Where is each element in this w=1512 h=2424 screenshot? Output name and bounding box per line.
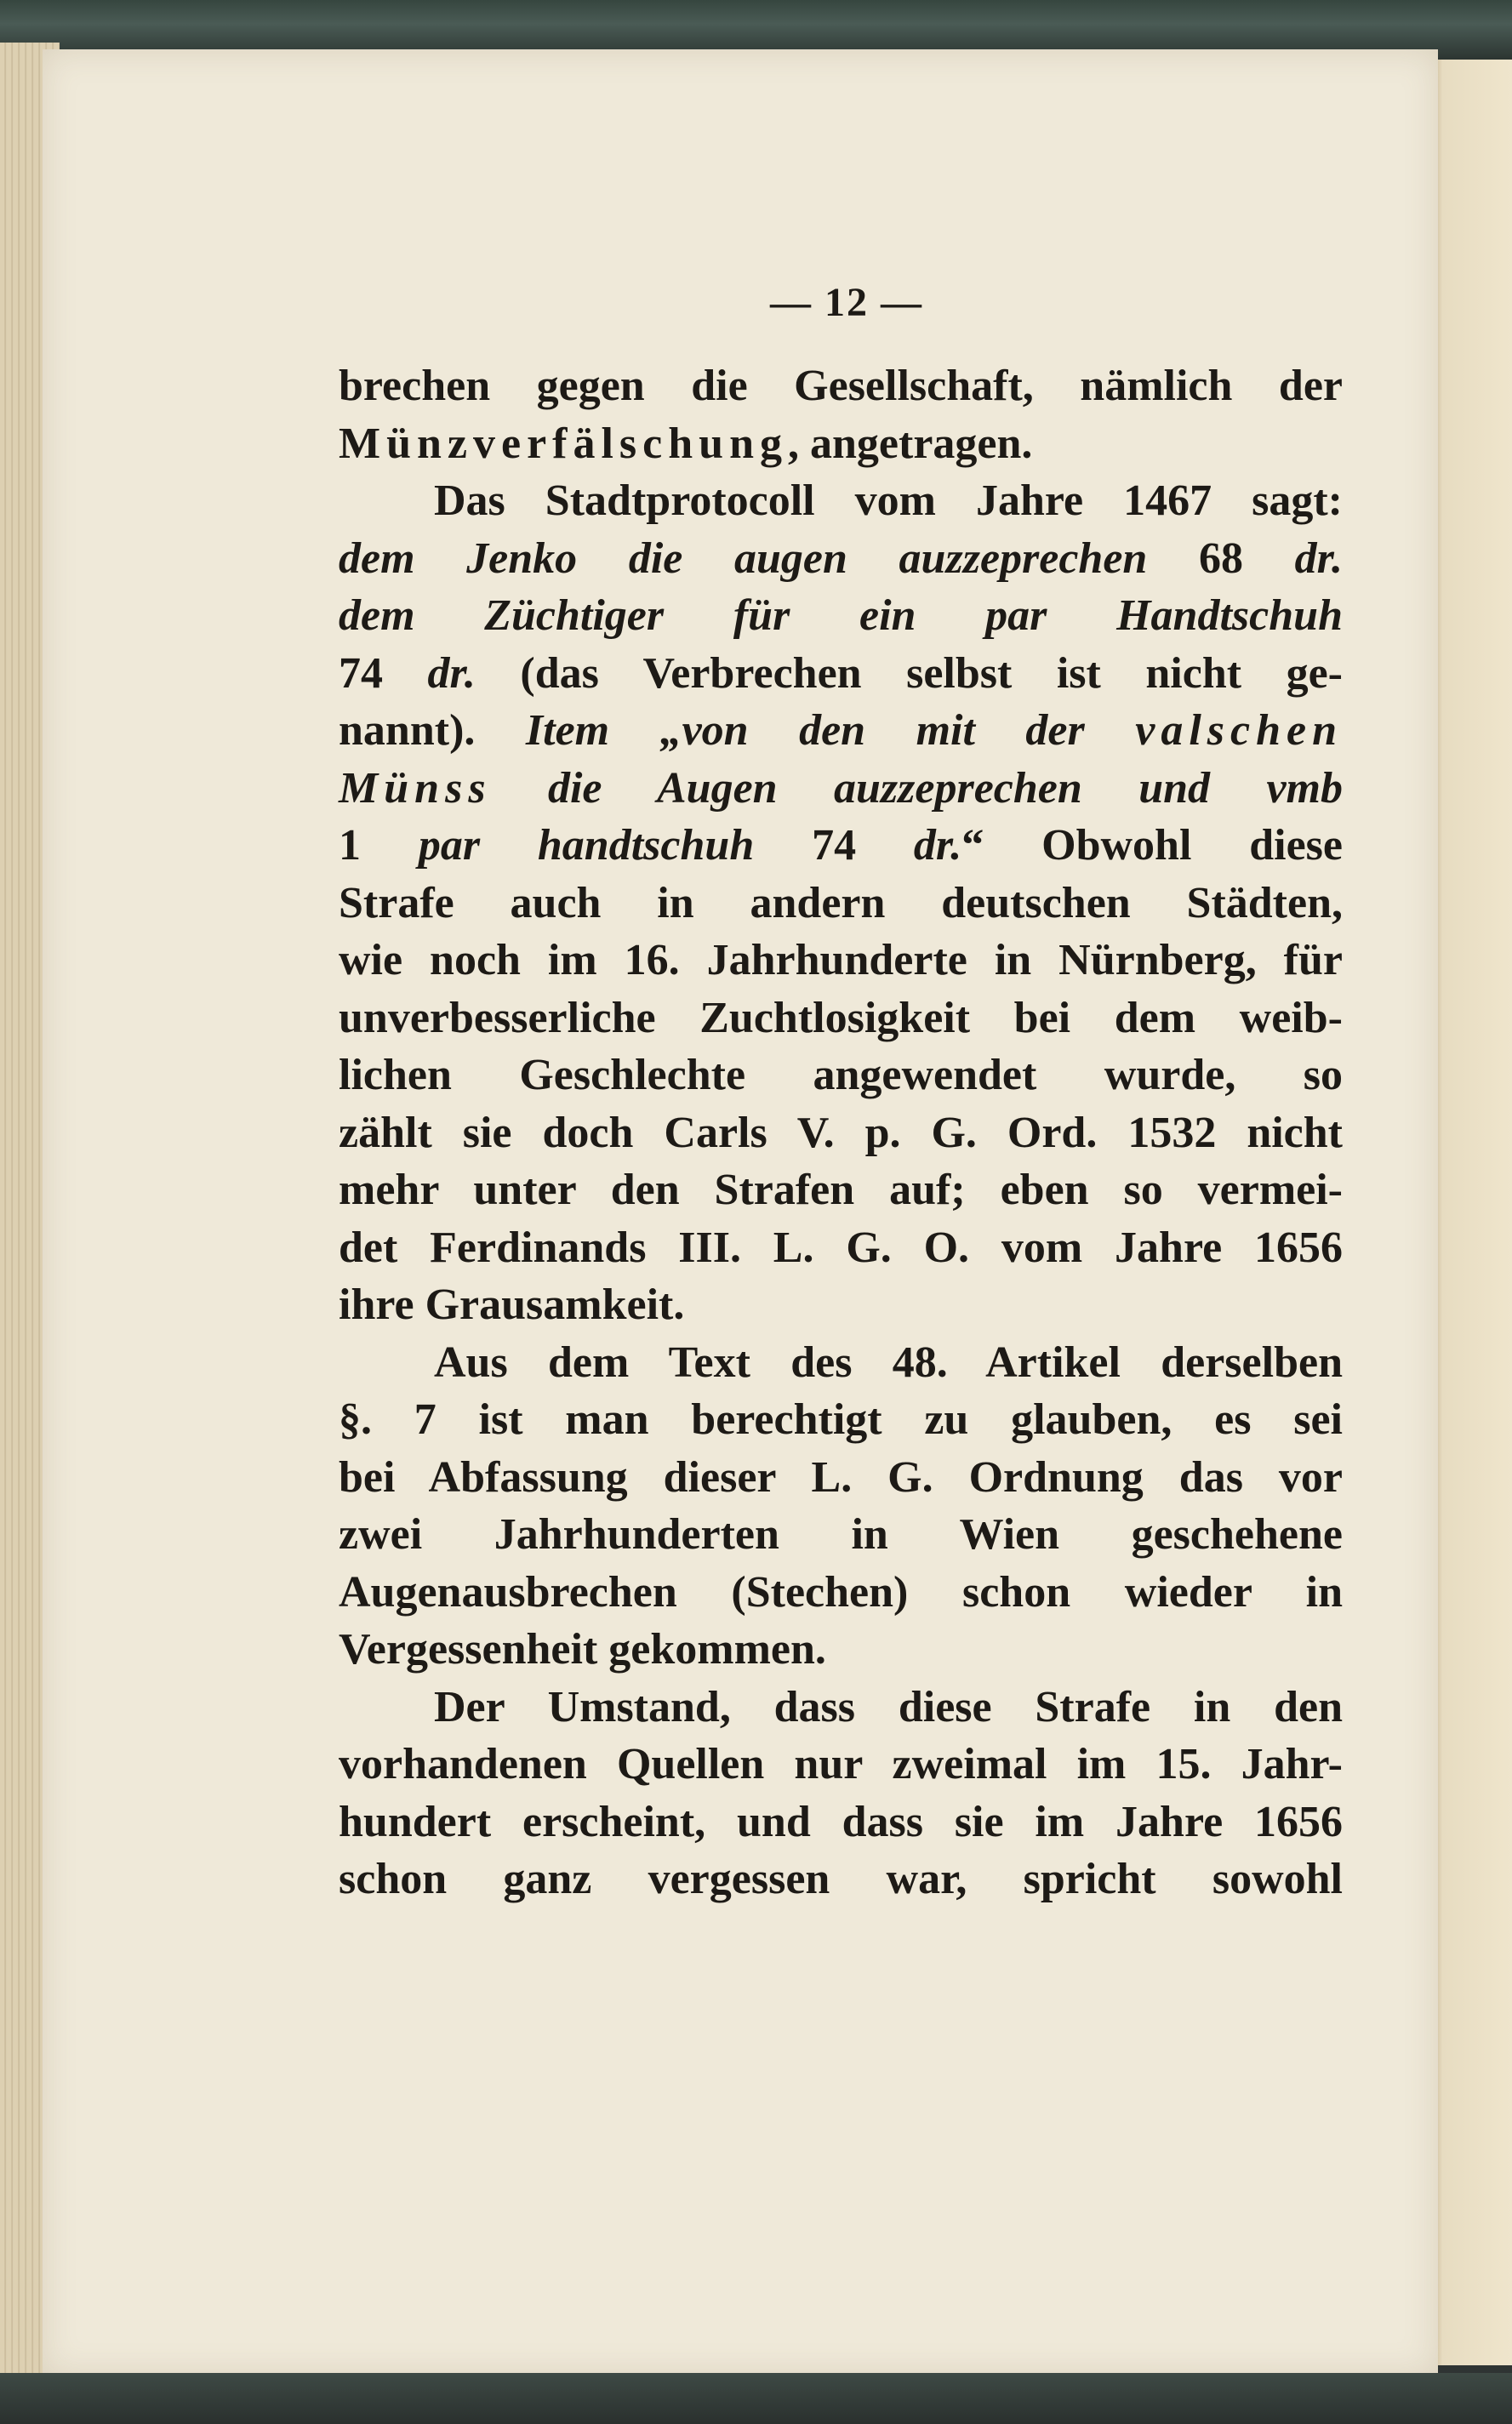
text-line [339, 702, 1343, 760]
text-segment: , angetragen. [788, 419, 1033, 468]
text-segment: bei Abfassung dieser L. G. Ordnung das vor [339, 1452, 1343, 1502]
text-segment: ihre Grausamkeit. [339, 1280, 685, 1329]
text-segment: zwei Jahrhunderten in Wien geschehene [339, 1510, 1343, 1559]
text-segment: 1 [339, 821, 419, 870]
text-segment: wie noch im 16. Jahrhunderte in Nürnberg, für [339, 936, 1343, 984]
text-line [339, 1391, 1343, 1449]
text-segment: 68 [1147, 533, 1295, 583]
text-segment: Augenausbrechen (Stechen) schon wieder in [339, 1567, 1343, 1617]
text-segment: “ Obwohl diese [961, 821, 1343, 870]
text-segment: Der Umstand, dass diese Strafe in den [434, 1682, 1343, 1731]
text-segment: Strafe auch in andern deutschen Städten, [339, 878, 1343, 927]
body-text [339, 357, 1343, 1908]
text-segment: Münzverfälschung [339, 419, 788, 468]
text-line [339, 1276, 1343, 1334]
book-cover-bottom [0, 2373, 1512, 2424]
text-line [339, 1161, 1343, 1219]
text-line [339, 1219, 1343, 1277]
text-line [339, 1104, 1343, 1162]
text-segment: par handtschuh [418, 821, 755, 870]
text-segment: lichen Geschlechte angewendet wurde, so [339, 1051, 1343, 1099]
page-number: — 12 — [770, 280, 923, 325]
text-segment: Münss [339, 763, 492, 813]
text-line [339, 587, 1343, 645]
text-segment: det Ferdinands III. L. G. O. vom Jahre 1656 [339, 1223, 1343, 1272]
text-segment: schon ganz vergessen war, spricht sowohl [339, 1855, 1343, 1903]
facing-page-edge [1425, 60, 1512, 2365]
text-segment: die Augen auzzeprechen und vmb [491, 763, 1343, 813]
text-segment: hundert erscheint, und dass sie im Jahre 1656 [339, 1797, 1343, 1846]
text-line [339, 1736, 1343, 1794]
text-segment: nannt). [339, 706, 526, 755]
text-segment: unverbesserliche Zuchtlosigkeit bei dem weib- [339, 993, 1343, 1042]
text-line [339, 415, 1343, 473]
text-line [339, 875, 1343, 933]
text-segment: (das Verbrechen selbst ist nicht ge- [475, 648, 1343, 698]
text-line [339, 1564, 1343, 1622]
text-segment: Vergessenheit gekommen. [339, 1625, 826, 1674]
text-segment: 74 [339, 648, 428, 698]
text-segment: Das Stadtprotocoll vom Jahre 1467 sagt: [434, 476, 1343, 525]
text-segment: dr. [427, 648, 476, 698]
text-line [339, 357, 1343, 415]
text-segment: valschen [1135, 706, 1343, 755]
text-line [339, 645, 1343, 703]
text-line [339, 760, 1343, 818]
text-segment: vorhandenen Quellen nur zweimal im 15. Jahr- [339, 1740, 1343, 1788]
text-segment: brechen gegen die Gesellschaft, nämlich der [339, 362, 1343, 410]
text-line [339, 472, 1343, 530]
text-segment: Item „von den mit der [525, 706, 1136, 755]
text-line [339, 817, 1343, 875]
text-line [339, 1334, 1343, 1392]
text-segment: mehr unter den Strafen auf; eben so vermei- [339, 1166, 1343, 1214]
text-segment: dr. [1294, 533, 1344, 583]
text-line [339, 530, 1343, 588]
text-segment: §. 7 ist man berechtigt zu glauben, es sei [339, 1395, 1343, 1444]
text-line [339, 1449, 1343, 1507]
text-segment: 74 [754, 821, 914, 870]
text-segment: zählt sie doch Carls V. p. G. Ord. 1532 nicht [339, 1108, 1343, 1157]
text-line [339, 1851, 1343, 1908]
text-line [339, 1621, 1343, 1679]
text-segment: dr. [913, 821, 962, 870]
text-segment: dem Züchtiger für ein par Handtschuh [339, 591, 1343, 640]
text-line [339, 1047, 1343, 1104]
text-line [339, 990, 1343, 1047]
text-line [339, 1679, 1343, 1737]
text-line [339, 1506, 1343, 1564]
text-segment: dem Jenko die augen auzzeprechen [339, 533, 1148, 583]
text-line [339, 932, 1343, 990]
text-line [339, 1794, 1343, 1851]
text-segment: Aus dem Text des 48. Artikel derselben [434, 1337, 1343, 1387]
